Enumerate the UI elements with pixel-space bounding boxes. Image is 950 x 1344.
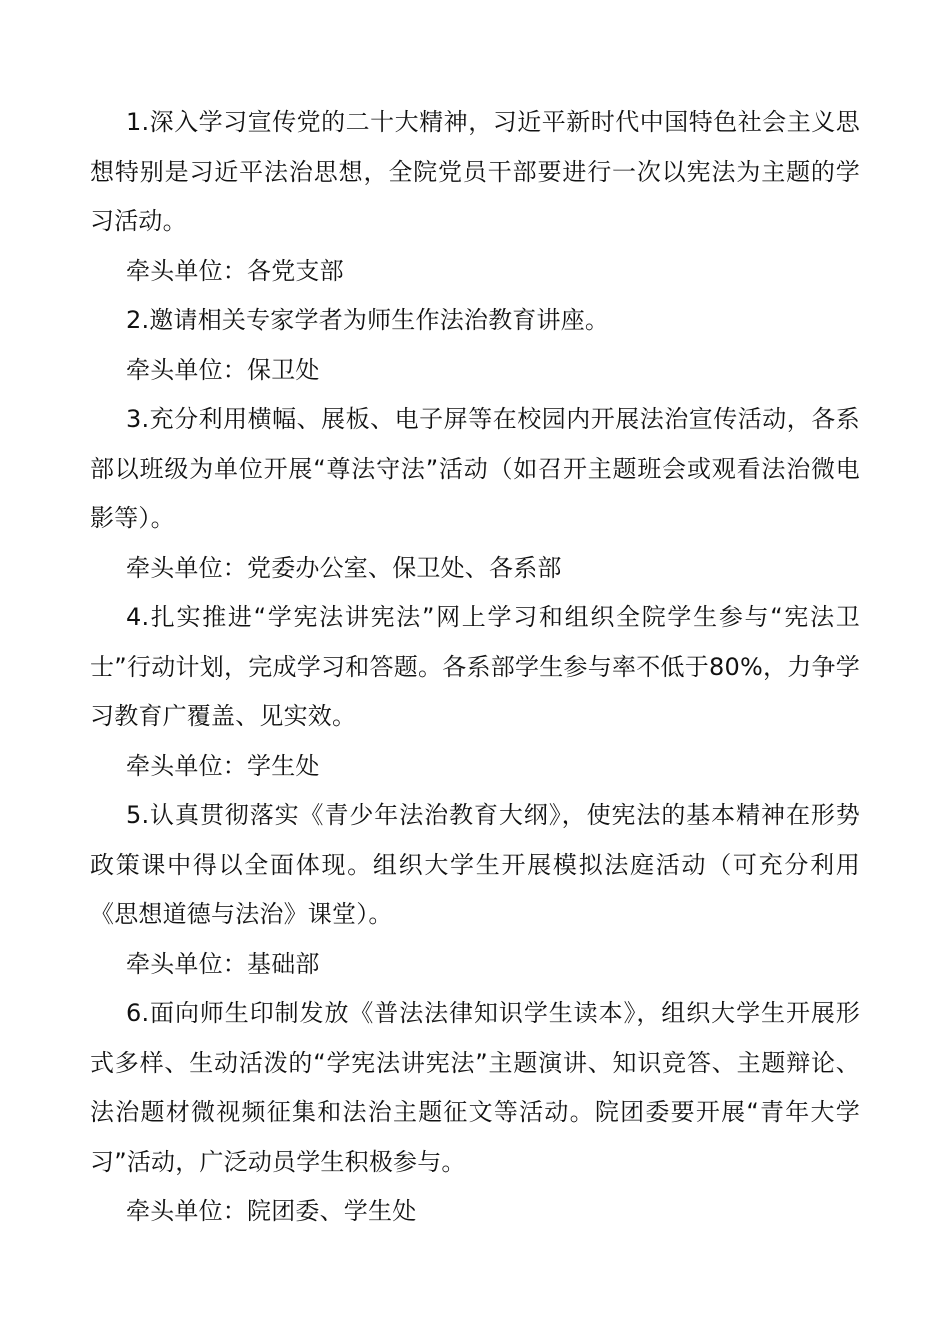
document-body	[90, 98, 860, 1237]
item-2-lead-unit: 牵头单位：保卫处	[126, 355, 320, 384]
item-6-lead-unit: 牵头单位：院团委、学生处	[126, 1197, 417, 1225]
item-5-lead-unit: 牵头单位：基础部	[126, 949, 320, 978]
item-3-lead-unit: 牵头单位：党委办公室、保卫处、各系部	[126, 553, 562, 582]
item-1-lead-unit: 牵头单位：各党支部	[126, 256, 344, 285]
item-6-text: 6.面向师生印制发放《普法法律知识学生读本》，组织大学生开展形式多样、生动活泼的“学宪法讲宪法”主题演讲、知识竞答、主题辩论、法治题材微视频征集和法治主题征文等活动。院团委要开展“青年大学习”活动，广泛动员学生积极参与。	[90, 999, 860, 1176]
item-2-text: 2.邀请相关专家学者为师生作法治教育讲座。	[126, 306, 610, 334]
item-5-text: 5.认真贯彻落实《青少年法治教育大纲》，使宪法的基本精神在形势政策课中得以全面体现。组织大学生开展模拟法庭活动（可充分利用《思想道德与法治》课堂）。	[90, 801, 860, 928]
item-1-text: 1.深入学习宣传党的二十大精神，习近平新时代中国特色社会主义思想特别是习近平法治思想，全院党员干部要进行一次以宪法为主题的学习活动。	[90, 108, 860, 235]
item-4-lead-unit: 牵头单位：学生处	[126, 751, 320, 780]
item-4-text: 4.扎实推进“学宪法讲宪法”网上学习和组织全院学生参与“宪法卫士”行动计划，完成学习和答题。各系部学生参与率不低于80%，力争学习教育广覆盖、见实效。	[90, 603, 860, 730]
item-3-text: 3.充分利用横幅、展板、电子屏等在校园内开展法治宣传活动，各系部以班级为单位开展“尊法守法”活动（如召开主题班会或观看法治微电影等）。	[90, 405, 860, 532]
